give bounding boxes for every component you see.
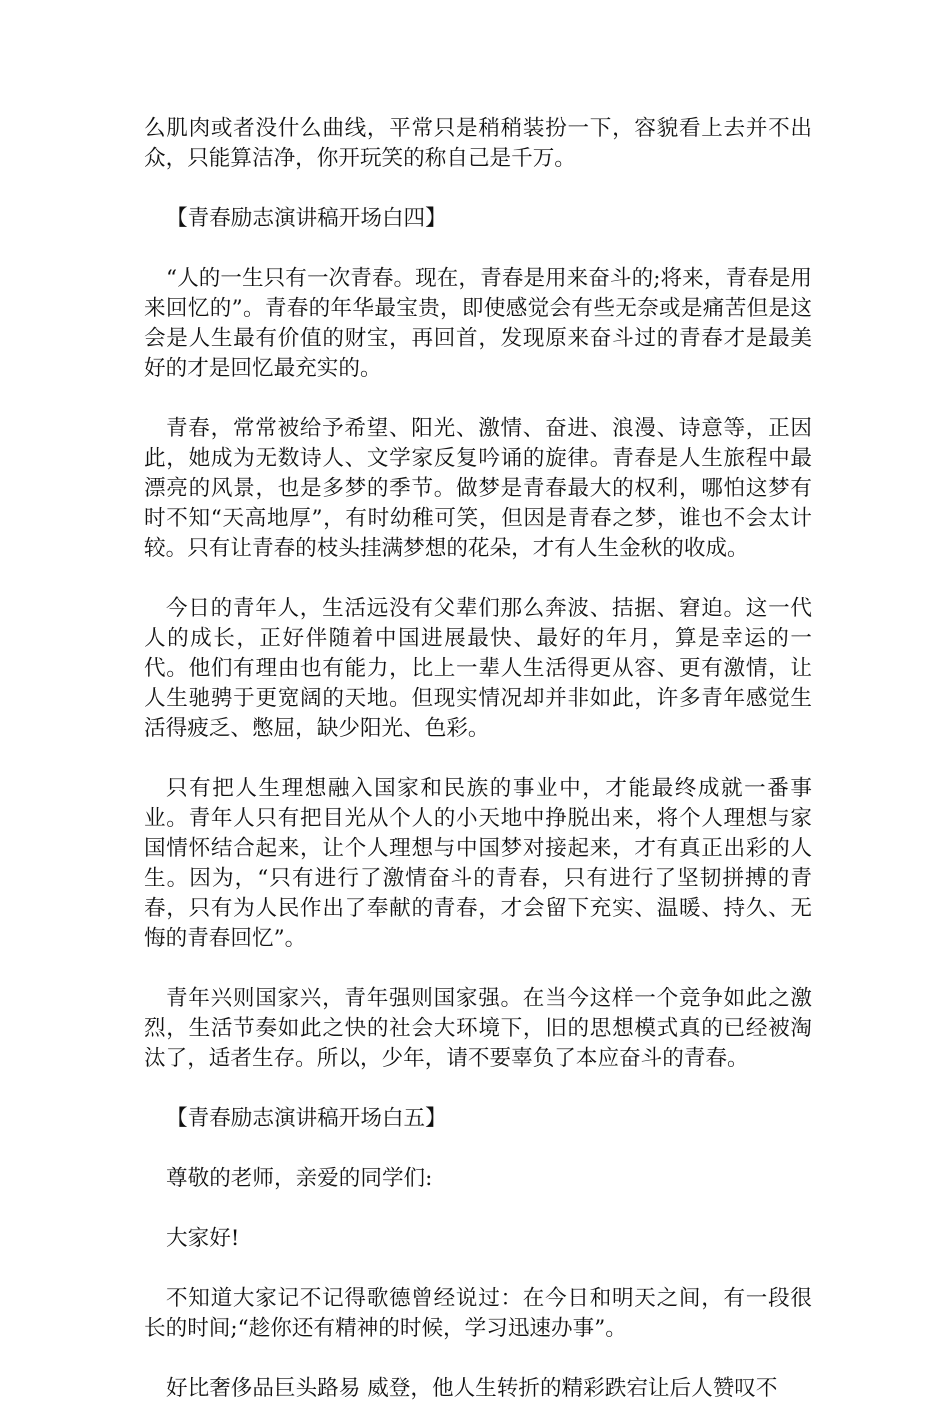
paragraph-continuation: 么肌肉或者没什么曲线，平常只是稍稍装扮一下，容貌看上去并不出众，只能算洁净，你开玩笑的称自己是千万。 xyxy=(144,116,812,171)
paragraph: 青年兴则国家兴，青年强则国家强。在当今这样一个竞争如此之激烈，生活节奏如此之快的社会大环境下，旧的思想模式真的已经被淘汰了，适者生存。所以，少年，请不要辜负了本应奋斗的青春。 xyxy=(144,986,812,1071)
section-heading-5: 【青春励志演讲稿开场白五】 xyxy=(166,1106,447,1131)
paragraph: “人的一生只有一次青春。现在，青春是用来奋斗的;将来，青春是用来回忆的”。青春的年华最宝贵，即使感觉会有些无奈或是痛苦但是这会是人生最有价值的财宝，再回首，发现原来奋斗过的青春才是最美好的才是回忆最充实的。 xyxy=(144,266,812,381)
document-page xyxy=(144,114,812,1404)
salutation: 尊敬的老师，亲爱的同学们: xyxy=(166,1166,433,1191)
section-heading-4: 【青春励志演讲稿开场白四】 xyxy=(166,206,447,231)
paragraph: 只有把人生理想融入国家和民族的事业中，才能最终成就一番事业。青年人只有把目光从个人的小天地中挣脱出来，将个人理想与家国情怀结合起来，让个人理想与中国梦对接起来，才有真正出彩的人生。因为，“只有进行了激情奋斗的青春，只有进行了坚韧拼搏的青春，只有为人民作出了奉献的青春，才会留下充实、温暖、持久、无悔的青春回忆”。 xyxy=(144,776,812,951)
paragraph-truncated: 好比奢侈品巨头路易 威登，他人生转折的精彩跌宕让后人赞叹不 xyxy=(166,1376,778,1401)
paragraph: 不知道大家记不记得歌德曾经说过：在今日和明天之间，有一段很长的时间;“趁你还有精神的时候，学习迅速办事”。 xyxy=(144,1286,812,1341)
greeting: 大家好! xyxy=(166,1226,240,1251)
paragraph: 青春，常常被给予希望、阳光、激情、奋进、浪漫、诗意等，正因此，她成为无数诗人、文学家反复吟诵的旋律。青春是人生旅程中最漂亮的风景，也是多梦的季节。做梦是青春最大的权利，哪怕这梦有时不知“天高地厚”，有时幼稚可笑，但因是青春之梦，谁也不会太计较。只有让青春的枝头挂满梦想的花朵，才有人生金秋的收成。 xyxy=(144,416,812,561)
paragraph: 今日的青年人，生活远没有父辈们那么奔波、拮据、窘迫。这一代人的成长，正好伴随着中国进展最快、最好的年月，算是幸运的一代。他们有理由也有能力，比上一辈人生活得更从容、更有激情，让人生驰骋于更宽阔的天地。但现实情况却并非如此，许多青年感觉生活得疲乏、憋屈，缺少阳光、色彩。 xyxy=(144,596,812,741)
